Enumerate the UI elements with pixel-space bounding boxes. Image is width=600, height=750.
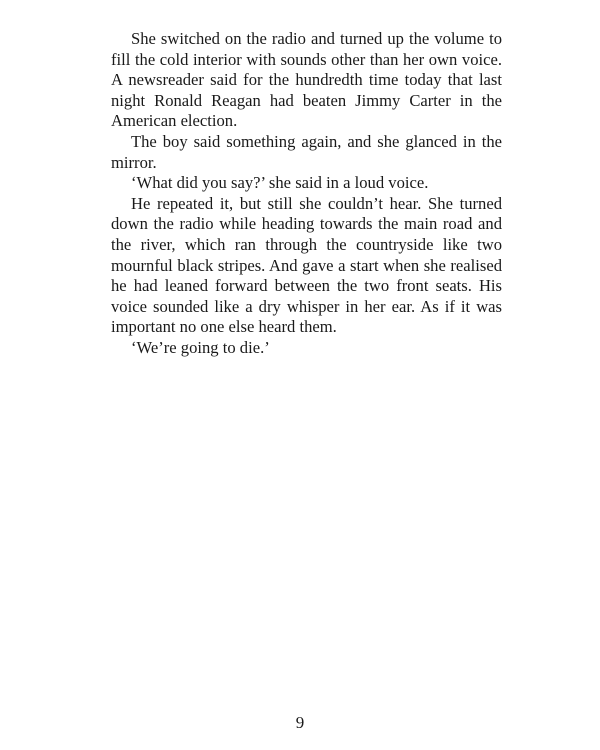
paragraph-boy-said: The boy said something again, and she glanced in the mirror.: [111, 131, 502, 172]
paragraph-radio: She switched on the radio and turned up the volume to fill the cold interior with sounds other than her own voice. A newsreader said for the hundredth time today that last night Ronald Reagan had beaten Jimmy Carter in the American election.: [111, 29, 502, 131]
body-text: [111, 29, 502, 359]
page-number: 9: [295, 713, 305, 732]
paragraph-what-did-you-say: ‘What did you say?’ she said in a loud voice.: [131, 173, 429, 193]
paragraph-going-to-die: ‘We’re going to die.’: [131, 337, 270, 357]
paragraph-repeated: He repeated it, but still she couldn’t hear. She turned down the radio while heading towards the main road and the river, which ran through the countryside like two mournful black stripes. And gave a start when she realised he had leaned forward between the two front seats. His voice sounded like a dry whisper in her ear. As if it was important no one else heard them.: [111, 193, 502, 337]
